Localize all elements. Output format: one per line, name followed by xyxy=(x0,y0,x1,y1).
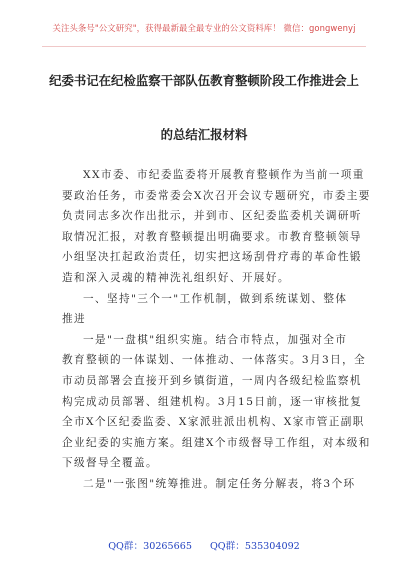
body-line: 小组坚决扛起政治责任，切实把这场刮骨疗毒的革命性锻 xyxy=(62,251,362,264)
section-heading: 推进 xyxy=(62,313,86,326)
body-line: 构完成动员部署、组建机构。3月15日前，逐一审核批复 xyxy=(62,395,363,408)
body-line: 下级督导全覆盖。 xyxy=(62,457,158,470)
header-divider xyxy=(42,46,366,47)
document-title-line-2: 的总结汇报材料 xyxy=(160,127,248,142)
header-banner: 关注头条号"公文研究"，获得最新最全最专业的公文资料库！ 微信：gongwenyj xyxy=(52,23,356,33)
footer-qq-group-2: QQ群：535304092 xyxy=(209,541,300,552)
section-heading: 一、坚持"三个一"工作机制，做到系统谋划、整体 xyxy=(83,292,348,305)
body-line: 全市X个区纪委监委、X家派驻派出机构、X家市管正副职 xyxy=(62,416,365,429)
body-line: 教育整顿的一体谋划、一体推动、一体落实。3月3日，全 xyxy=(62,354,367,367)
body-line: 取情况汇报，对教育整顿提出明确要求。市教育整顿领导 xyxy=(62,230,362,243)
body-line: 造和深入灵魂的精神洗礼组织好、开展好。 xyxy=(62,271,290,284)
document-title-line-1: 纪委书记在纪检监察干部队伍教育整顿阶段工作推进会上 xyxy=(49,73,359,88)
body-line: 市动员部署会直接开到乡镇街道，一周内各级纪检监察机 xyxy=(62,374,362,387)
footer-qq-group-1: QQ群：30265665 xyxy=(108,541,192,552)
body-line: XX市委、市纪委监委将开展教育整顿作为当前一项重 xyxy=(83,169,365,181)
body-line: 要政治任务，市委常委会X次召开会议专题研究，市委主要 xyxy=(62,189,371,202)
body-line: 二是"一张图"统筹推进。制定任务分解表，将3个环 xyxy=(83,477,356,490)
body-line: 企业纪委的实施方案。组建X个市级督导工作组，对本级和 xyxy=(62,436,371,449)
body-line: 负责同志多次作出批示，并到市、区纪委监委机关调研听 xyxy=(62,210,362,223)
document-body xyxy=(62,165,371,495)
body-line: 一是"一盘棋"组织实施。结合市特点，加强对全市 xyxy=(83,333,348,346)
footer-contact xyxy=(0,538,408,552)
